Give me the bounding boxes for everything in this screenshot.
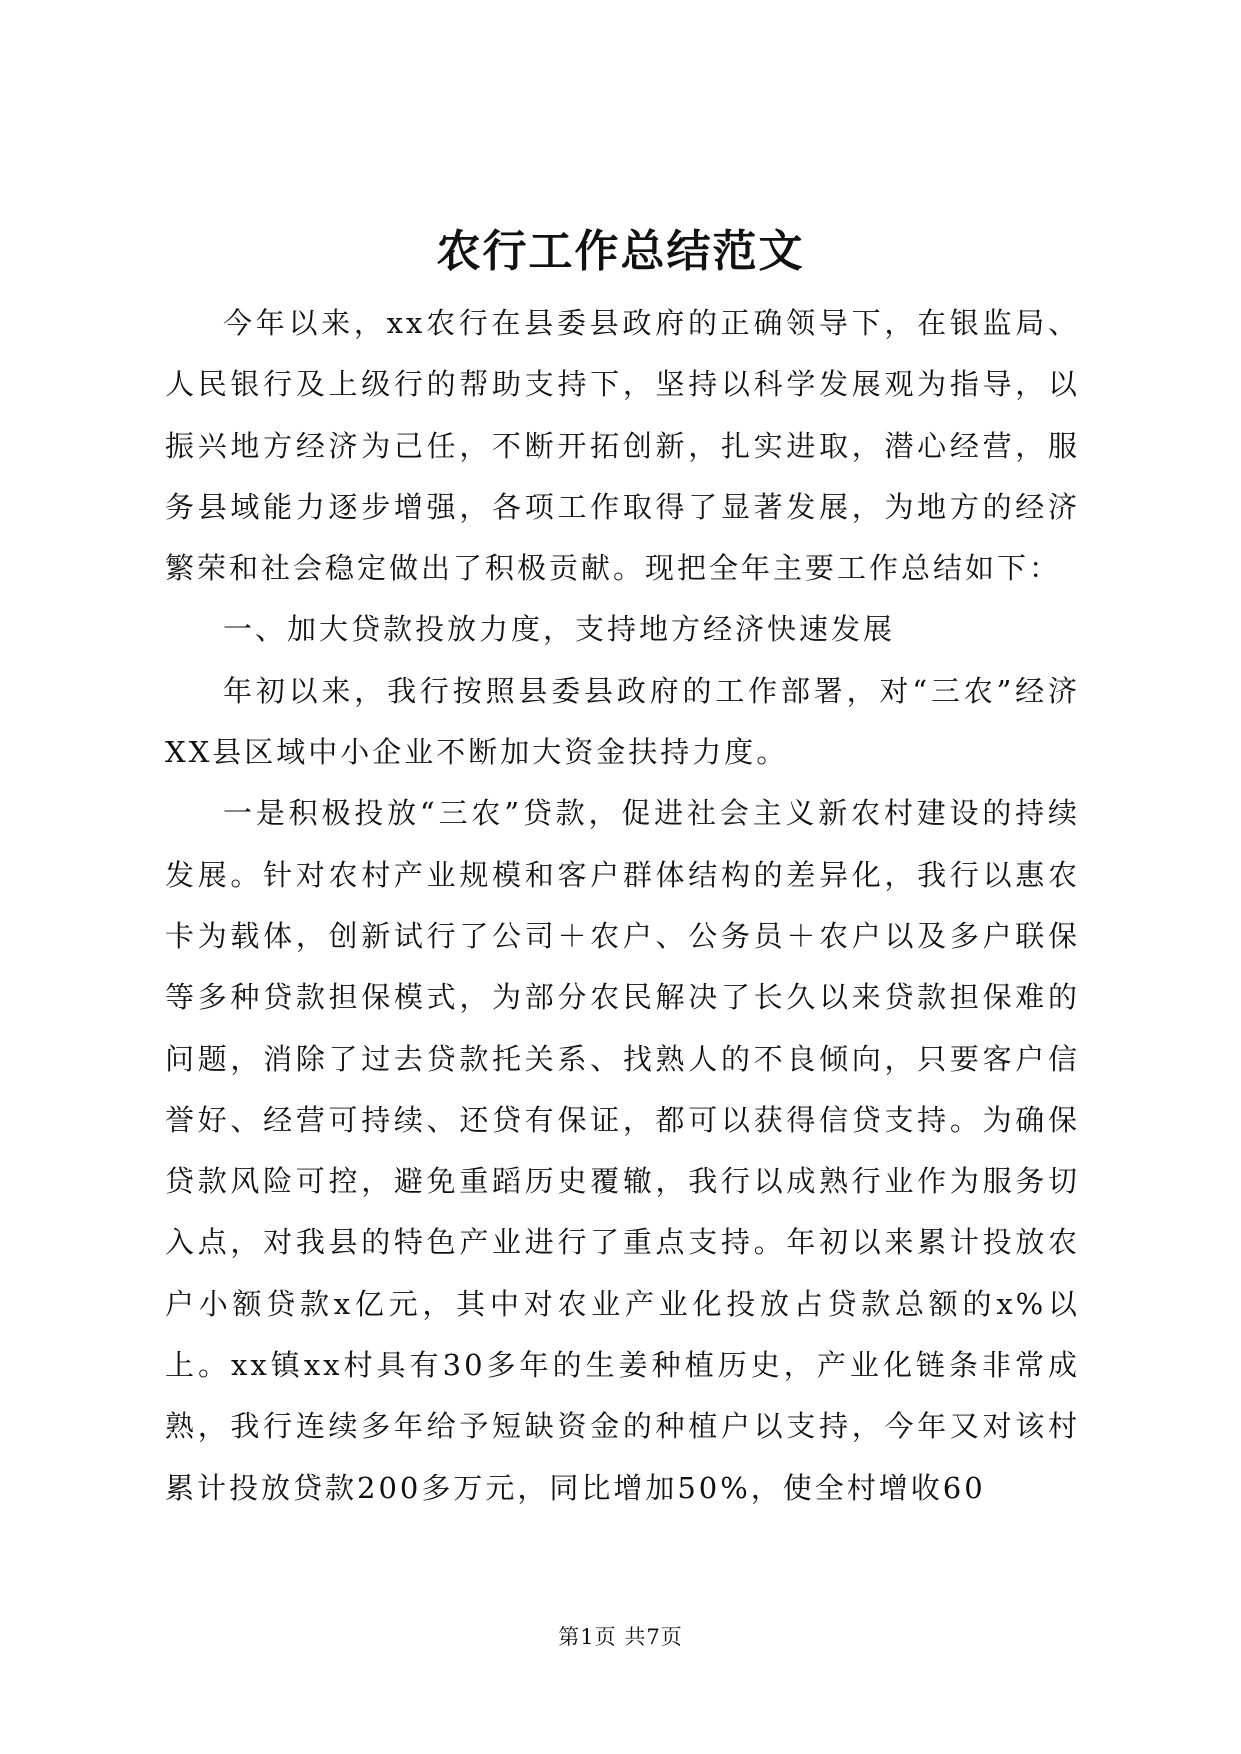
document-body xyxy=(165,293,1080,1519)
paragraph-section-1-intro: 年初以来，我行按照县委县政府的工作部署，对“三农”经济XX县区域中小企业不断加大资金扶持力度。 xyxy=(165,673,1080,770)
section-heading-1: 一、加大贷款投放力度，支持地方经济快速发展 xyxy=(223,612,896,647)
paragraph-section-1-item-1: 一是积极投放“三农”贷款，促进社会主义新农村建设的持续发展。针对农村产业规模和客户群体结构的差异化，我行以惠农卡为载体，创新试行了公司＋农户、公务员＋农户以及多户联保等多种贷款担保模式，为部分农民解决了长久以来贷款担保难的问题，消除了过去贷款托关系、找熟人的不良倾向，只要客户信誉好、经营可持续、还贷有保证，都可以获得信贷支持。为确保贷款风险可控，避免重蹈历史覆辙，我行以成熟行业作为服务切入点，对我县的特色产业进行了重点支持。年初以来累计投放农户小额贷款x亿元，其中对农业产业化投放占贷款总额的x%以上。xx镇xx村具有30多年的生姜种植历史，产业化链条非常成熟，我行连续多年给予短缺资金的种植户以支持，今年又对该村累计投放贷款200多万元，同比增加50%，使全村增收60 xyxy=(165,796,1080,1505)
document-title: 农行工作总结范文 xyxy=(436,226,805,277)
page-number-footer: 第1页 共7页 xyxy=(558,1625,683,1649)
paragraph-intro: 今年以来，xx农行在县委县政府的正确领导下，在银监局、人民银行及上级行的帮助支持下，坚持以科学发展观为指导，以振兴地方经济为己任，不断开拓创新，扎实进取，潜心经营，服务县域能力逐步增强，各项工作取得了显著发展，为地方的经济繁荣和社会稳定做出了积极贡献。现把全年主要工作总结如下： xyxy=(165,306,1080,586)
